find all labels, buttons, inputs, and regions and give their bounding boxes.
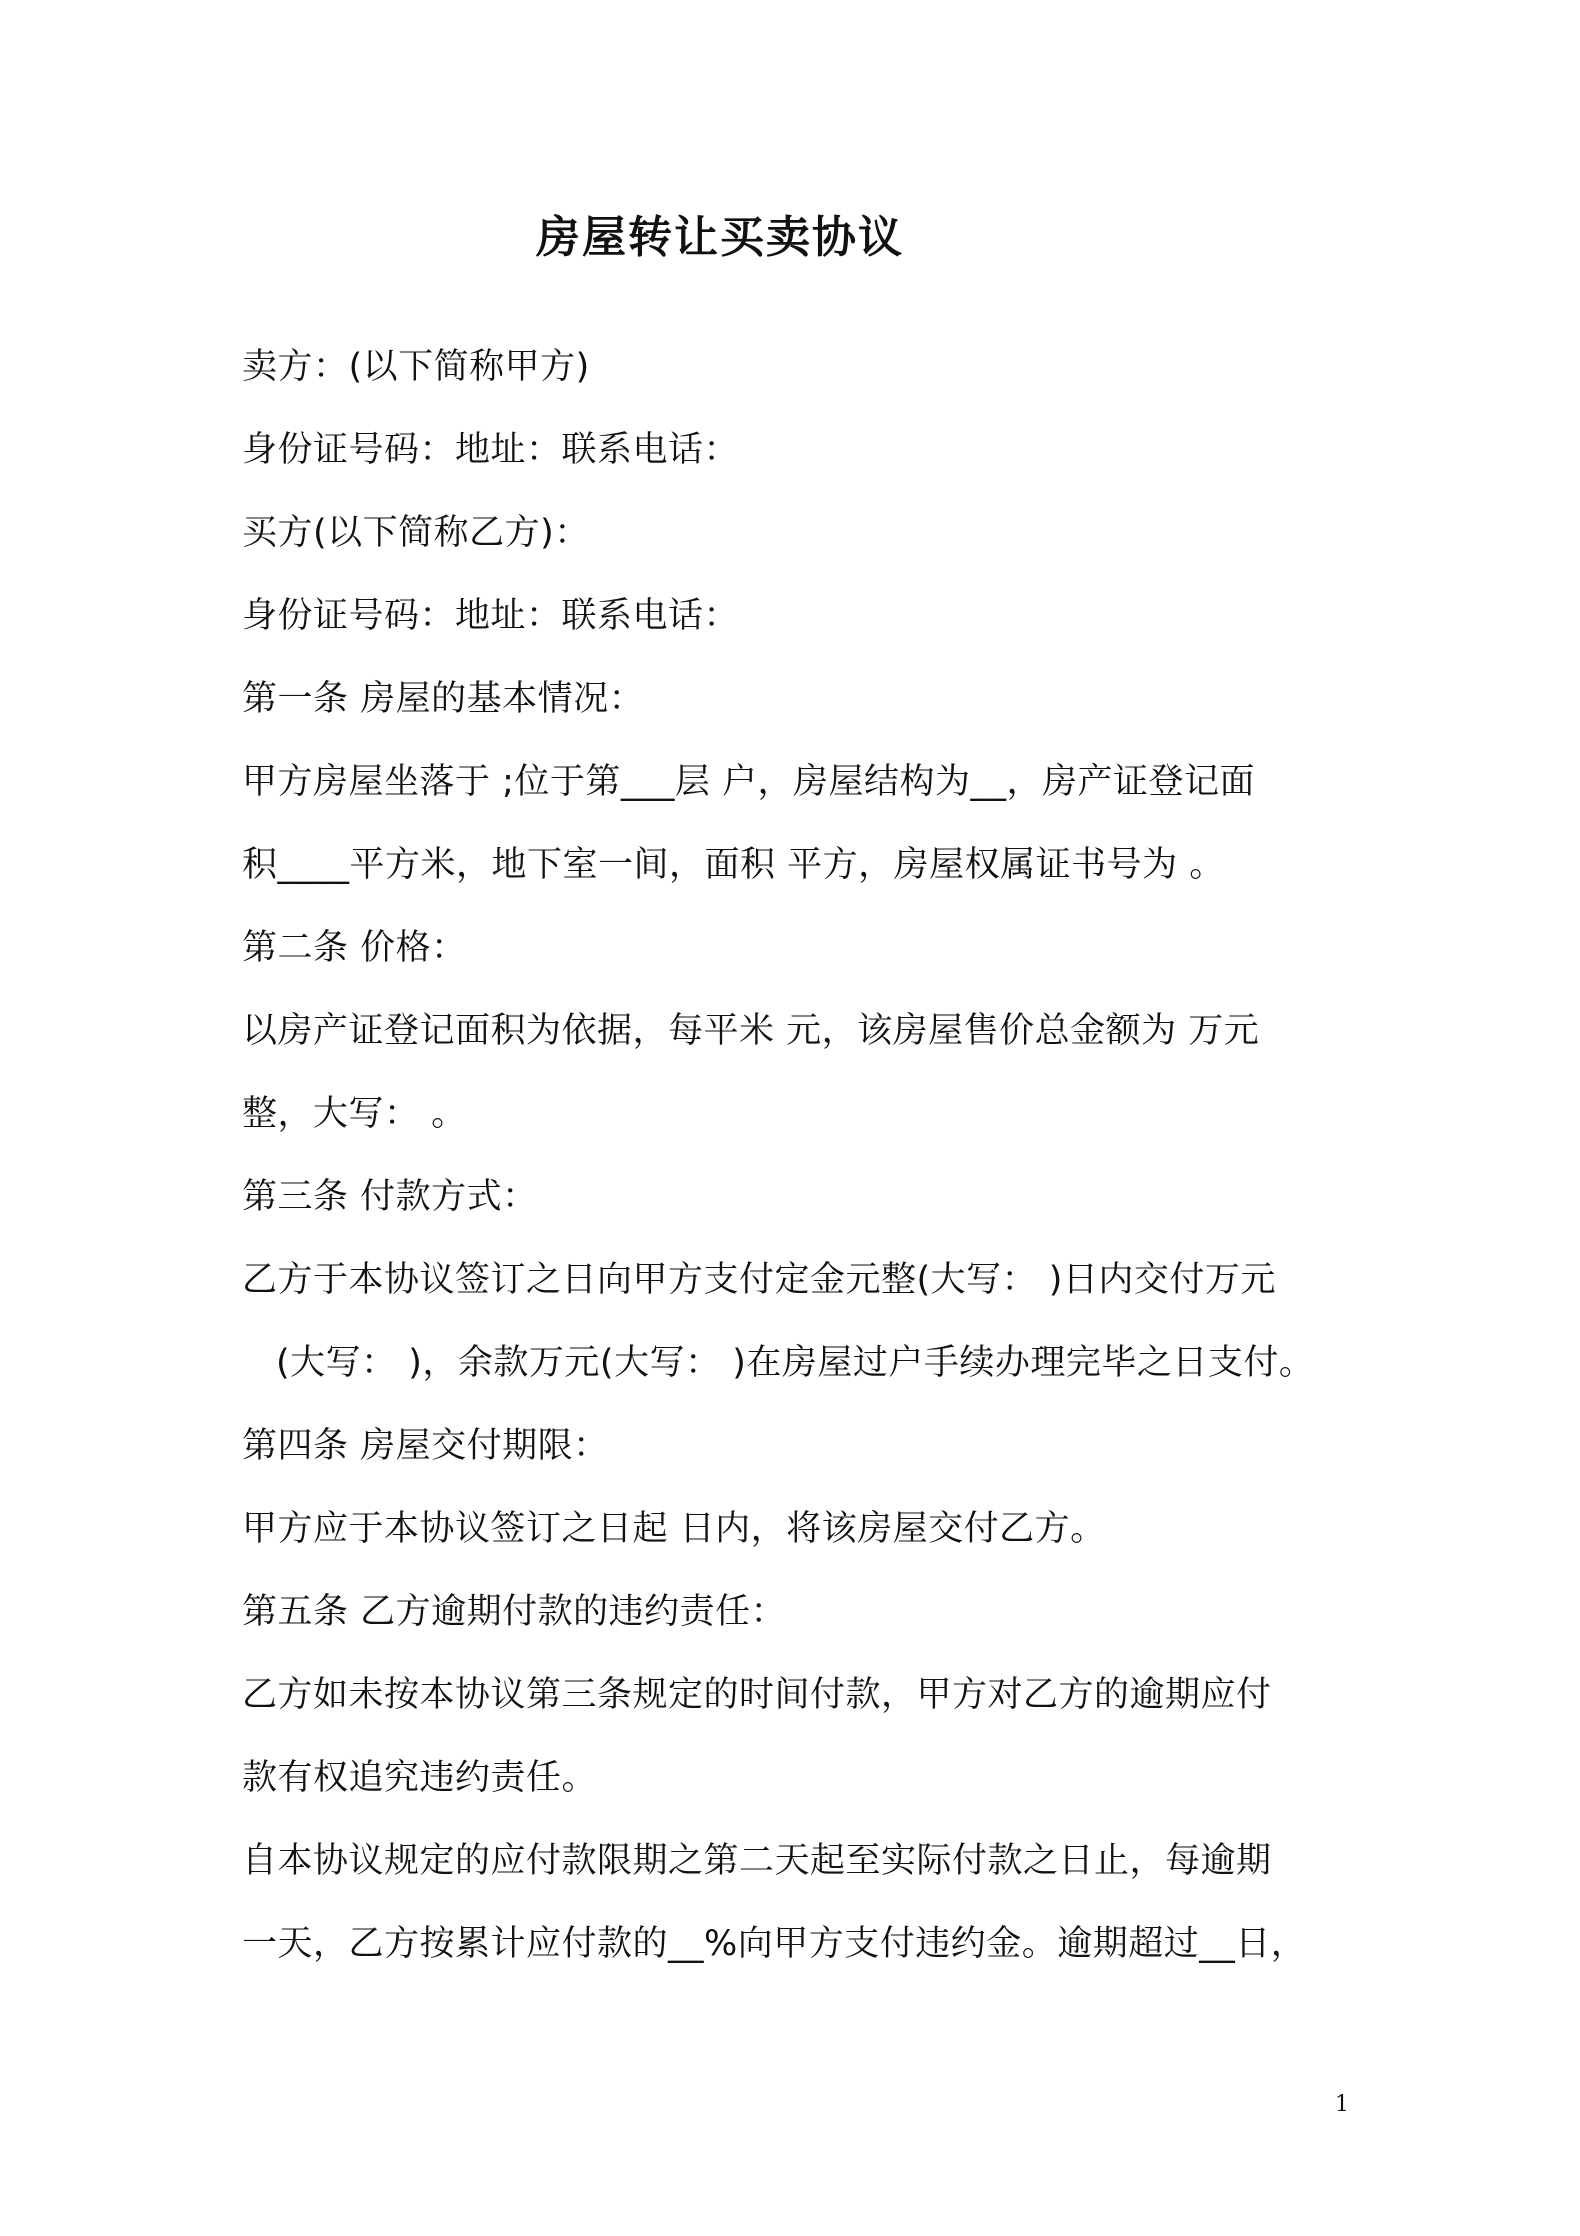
buyer-line: 买方(以下简称乙方)：: [242, 513, 590, 553]
buyer-id-line: 身份证号码：地址：联系电话：: [242, 596, 740, 636]
article-1-text-line-2: 积____平方米，地下室一间，面积 平方，房屋权属证书号为 。: [242, 845, 1225, 885]
article-5-text-line-4: 一天，乙方按累计应付款的__%向甲方支付违约金。逾期超过__日，: [242, 1924, 1307, 1964]
article-5-heading: 第五条 乙方逾期付款的违约责任：: [242, 1592, 787, 1632]
article-3-text-line-1: 乙方于本协议签订之日向甲方支付定金元整(大写： )日内交付万元: [242, 1260, 1276, 1300]
seller-id-line: 身份证号码：地址：联系电话：: [242, 430, 740, 470]
seller-line: 卖方：(以下简称甲方): [242, 347, 590, 387]
article-3-heading: 第三条 付款方式：: [242, 1177, 538, 1217]
article-2-text-line-1: 以房产证登记面积为依据，每平米 元，该房屋售价总金额为 万元: [242, 1011, 1260, 1051]
document-body: [242, 326, 1352, 1986]
article-4-heading: 第四条 房屋交付期限：: [242, 1426, 609, 1466]
article-1-text-line-1: 甲方房屋坐落于 ;位于第___层 户，房屋结构为__，房产证登记面: [242, 762, 1256, 802]
article-2-heading: 第二条 价格：: [242, 928, 467, 968]
article-4-text-line-1: 甲方应于本协议签订之日起 日内，将该房屋交付乙方。: [242, 1509, 1106, 1549]
document-title: 房屋转让买卖协议: [536, 212, 904, 263]
page-number: 1: [1335, 2092, 1349, 2117]
article-5-text-line-3: 自本协议规定的应付款限期之第二天起至实际付款之日止，每逾期: [242, 1841, 1272, 1881]
article-5-text-line-1: 乙方如未按本协议第三条规定的时间付款，甲方对乙方的逾期应付: [242, 1675, 1272, 1715]
article-1-heading: 第一条 房屋的基本情况：: [242, 679, 645, 719]
article-2-text-line-2: 整，大写： 。: [242, 1094, 467, 1134]
article-3-text-line-2: (大写： )，余款万元(大写： )在房屋过户手续办理完毕之日支付。: [276, 1343, 1315, 1383]
article-5-text-line-2: 款有权追究违约责任。: [242, 1758, 598, 1798]
